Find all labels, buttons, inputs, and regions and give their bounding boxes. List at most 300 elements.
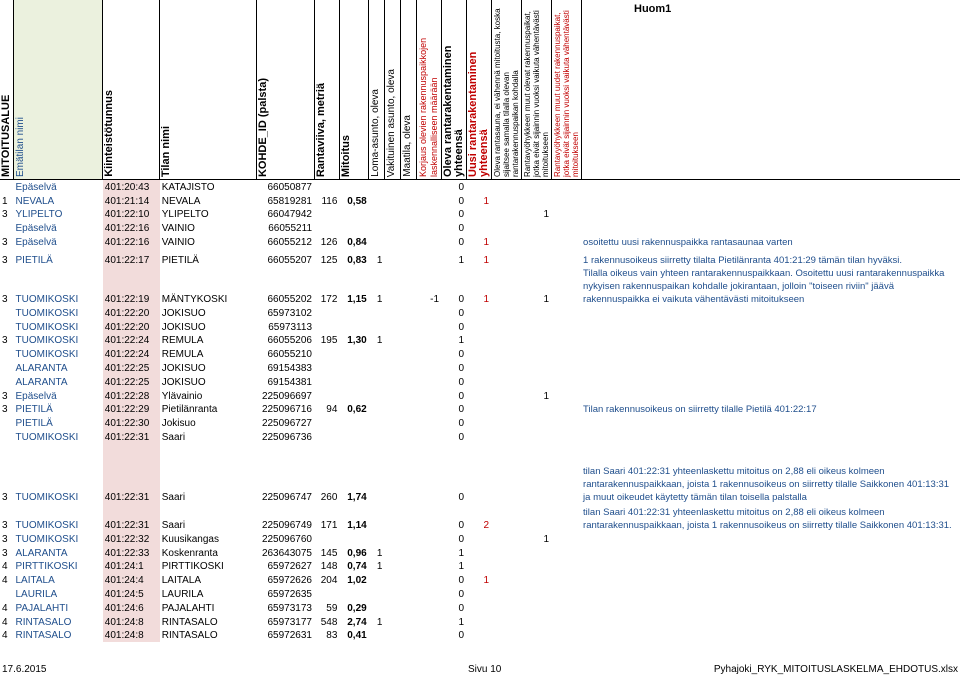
- cell-ru: [551, 320, 581, 334]
- cell-a: 3: [2, 209, 8, 221]
- footer-page-number: Sivu 10: [468, 664, 502, 675]
- cell-kt: 401:22:19: [103, 267, 160, 306]
- table-row: [0, 389, 960, 403]
- cell-mit: [339, 306, 368, 320]
- cell-oy: 0: [458, 491, 465, 503]
- cell-mt: [400, 221, 416, 235]
- cell-kor: [416, 444, 441, 504]
- cell-rv: [314, 532, 339, 546]
- cell-mit: [339, 430, 368, 444]
- cell-mt: [400, 389, 416, 403]
- table-row: [0, 615, 960, 629]
- cell-va: [384, 560, 400, 574]
- cell-tila: Saari: [161, 491, 186, 503]
- cell-va: [384, 546, 400, 560]
- cell-a: 4: [2, 616, 8, 628]
- table-row: [0, 361, 960, 375]
- cell-mt: [400, 347, 416, 361]
- cell-huom-note: [581, 221, 960, 235]
- cell-va: [384, 587, 400, 601]
- table-row: [0, 546, 960, 560]
- cell-la: [369, 194, 385, 208]
- cell-uy: [466, 208, 491, 222]
- cell-la: 1: [376, 561, 383, 573]
- cell-a: [0, 180, 14, 194]
- cell-ru: [551, 532, 581, 546]
- cell-oy: 0: [458, 602, 465, 614]
- cell-mit: 2,74: [347, 616, 367, 628]
- header-oleva-yhteensa: Oleva rantarakentaminen yhteensä: [441, 45, 465, 177]
- cell-area: TUOMIKOSKI: [15, 533, 79, 545]
- cell-va: [384, 504, 400, 532]
- cell-la: [369, 444, 385, 504]
- cell-rv: 83: [326, 630, 338, 642]
- cell-ro: [521, 416, 551, 430]
- cell-tila: MÄNTYKOSKI: [161, 293, 228, 305]
- cell-ru: [551, 221, 581, 235]
- cell-uy: [466, 334, 491, 348]
- cell-kor: [416, 587, 441, 601]
- cell-kor: [416, 615, 441, 629]
- cell-mit: [339, 221, 368, 235]
- cell-area: RINTASALO: [15, 630, 72, 642]
- cell-ru: [551, 249, 581, 267]
- cell-la: [369, 601, 385, 615]
- cell-area: Epäselvä: [15, 390, 57, 402]
- cell-kor: [416, 194, 441, 208]
- cell-va: [384, 334, 400, 348]
- cell-va: [384, 629, 400, 643]
- cell-kid: 66047942: [267, 209, 312, 221]
- cell-rv: [314, 221, 339, 235]
- cell-mt: [400, 546, 416, 560]
- cell-kt: 401:22:25: [103, 361, 160, 375]
- cell-oy: 0: [458, 431, 465, 443]
- cell-area: LAURILA: [15, 588, 58, 600]
- cell-mit: [339, 180, 368, 194]
- cell-va: [384, 601, 400, 615]
- cell-la: [369, 180, 385, 194]
- header-huom: Huom1: [634, 3, 672, 15]
- cell-a: 4: [2, 630, 8, 642]
- table-row: [0, 347, 960, 361]
- cell-kt: 401:24:6: [103, 601, 160, 615]
- cell-huom-note: [581, 430, 960, 444]
- cell-kor: [416, 347, 441, 361]
- cell-uy: [466, 430, 491, 444]
- cell-os: [491, 267, 521, 306]
- cell-la: 1: [376, 254, 383, 266]
- cell-va: [384, 267, 400, 306]
- cell-rv: 126: [320, 236, 338, 248]
- cell-ro: [521, 444, 551, 504]
- cell-va: [384, 532, 400, 546]
- cell-a: 4: [2, 561, 8, 573]
- cell-mit: [339, 361, 368, 375]
- footer-filename: Pyhajoki_RYK_MITOITUSLASKELMA_EHDOTUS.xlsx: [713, 664, 958, 675]
- cell-tila: Pietilänranta: [161, 404, 218, 416]
- cell-huom-note: [581, 615, 960, 629]
- cell-os: [491, 306, 521, 320]
- table-row: [0, 403, 960, 417]
- cell-a: 3: [2, 519, 8, 531]
- cell-kor: [416, 532, 441, 546]
- cell-kid: 69154381: [267, 376, 312, 388]
- cell-area: RINTASALO: [15, 616, 72, 628]
- header-tilan-nimi: Tilan nimi: [160, 125, 173, 177]
- cell-ru: [551, 208, 581, 222]
- cell-kor: [416, 375, 441, 389]
- cell-ro: [521, 235, 551, 249]
- cell-ro: [521, 430, 551, 444]
- cell-a: [0, 361, 14, 375]
- footer-date: 17.6.2015: [2, 664, 47, 675]
- cell-uy: 1: [483, 254, 490, 266]
- cell-kt: 401:22:30: [103, 416, 160, 430]
- cell-kor: [416, 573, 441, 587]
- cell-rv: 116: [321, 195, 338, 207]
- cell-rv: 59: [326, 602, 338, 614]
- cell-uy: [466, 221, 491, 235]
- cell-mit: 0,83: [347, 254, 367, 266]
- cell-ru: [551, 389, 581, 403]
- cell-la: [369, 573, 385, 587]
- cell-ru: [551, 347, 581, 361]
- header-mitoitusalue: MITOITUSALUE: [0, 94, 12, 177]
- cell-mit: [339, 208, 368, 222]
- cell-kt: 401:22:31: [103, 444, 160, 504]
- cell-kt: 401:24:1: [103, 560, 160, 574]
- cell-area: TUOMIKOSKI: [15, 307, 79, 319]
- cell-va: [384, 444, 400, 504]
- cell-uy: [466, 347, 491, 361]
- cell-mit: [339, 320, 368, 334]
- cell-mit: [339, 389, 368, 403]
- cell-mt: [400, 573, 416, 587]
- cell-va: [384, 347, 400, 361]
- cell-area: TUOMIKOSKI: [15, 293, 79, 305]
- cell-kid: 225096727: [261, 418, 312, 430]
- cell-kt: 401:21:14: [103, 194, 160, 208]
- cell-area: TUOMIKOSKI: [15, 431, 79, 443]
- cell-oy: 0: [458, 223, 465, 235]
- cell-uy: [466, 629, 491, 643]
- cell-kid: 65972631: [267, 630, 312, 642]
- cell-ro: [521, 361, 551, 375]
- cell-ru: [551, 573, 581, 587]
- cell-kor: [416, 629, 441, 643]
- cell-ro: 1: [543, 533, 550, 545]
- cell-os: [491, 615, 521, 629]
- cell-va: [384, 430, 400, 444]
- cell-rv: 125: [320, 254, 338, 266]
- cell-kt: 401:22:20: [103, 320, 160, 334]
- cell-os: [491, 629, 521, 643]
- cell-tila: JOKISUO: [161, 307, 206, 319]
- cell-kor: -1: [430, 293, 440, 305]
- cell-os: [491, 504, 521, 532]
- cell-kor: [416, 208, 441, 222]
- cell-kid: 225096697: [261, 390, 312, 402]
- header-oleva-rantasauna: Oleva rantasauna, ei vähennä mitoitusta, koska sijaitsee samalla tilalla olevan rantarakennuspaikan kohdalla: [492, 8, 520, 177]
- cell-ru: [551, 267, 581, 306]
- cell-kt: 401:24:8: [103, 629, 160, 643]
- cell-tila: VAINIO: [161, 223, 195, 235]
- cell-huom-note: tilan Saari 401:22:31 yhteenlaskettu mitoitus on 2,88 eli oikeus kolmeen rantarakennuspaikkaan, joista 1 rakennusoikeus on siirretty tilalle Saikkonen 401:13:31 ja muut oikeudet käytetty tämän tilan toisella palstalla: [583, 465, 950, 503]
- cell-va: [384, 361, 400, 375]
- cell-uy: [466, 361, 491, 375]
- cell-huom-note: [581, 320, 960, 334]
- cell-a: [0, 375, 14, 389]
- cell-ru: [551, 504, 581, 532]
- cell-mt: [400, 208, 416, 222]
- cell-rv: 94: [326, 404, 338, 416]
- cell-uy: [466, 601, 491, 615]
- cell-oy: 0: [458, 519, 465, 531]
- cell-mt: [400, 320, 416, 334]
- cell-kt: 401:22:28: [103, 389, 160, 403]
- cell-a: 3: [2, 533, 8, 545]
- cell-ro: [521, 615, 551, 629]
- cell-kt: 401:22:10: [103, 208, 160, 222]
- cell-huom-note: [581, 573, 960, 587]
- cell-oy: 0: [458, 588, 465, 600]
- cell-rv: 172: [320, 293, 338, 305]
- cell-la: [369, 306, 385, 320]
- cell-ro: [521, 306, 551, 320]
- cell-kid: 225096749: [261, 519, 312, 531]
- cell-kor: [416, 430, 441, 444]
- cell-rv: 148: [320, 561, 338, 573]
- cell-huom-note: [581, 361, 960, 375]
- cell-kor: [416, 306, 441, 320]
- cell-kid: 65973113: [268, 321, 312, 333]
- table-body: [0, 180, 960, 643]
- table-row: [0, 306, 960, 320]
- cell-oy: 0: [458, 362, 465, 374]
- cell-rv: 548: [320, 616, 338, 628]
- cell-os: [491, 334, 521, 348]
- cell-uy: [466, 403, 491, 417]
- cell-a: [0, 221, 14, 235]
- cell-la: [369, 235, 385, 249]
- cell-tila: PIETILÄ: [161, 254, 199, 266]
- cell-huom-note: [581, 347, 960, 361]
- cell-kor: [416, 504, 441, 532]
- cell-huom-note: [581, 389, 960, 403]
- cell-huom-note: [581, 601, 960, 615]
- cell-mit: 0,96: [347, 547, 367, 559]
- cell-kor: [416, 334, 441, 348]
- cell-kor: [416, 403, 441, 417]
- cell-mit: [339, 532, 368, 546]
- cell-kid: 66055207: [267, 254, 312, 266]
- cell-a: 3: [2, 254, 8, 266]
- cell-uy: [466, 587, 491, 601]
- cell-kor: [416, 389, 441, 403]
- cell-uy: 1: [483, 236, 490, 248]
- cell-os: [491, 444, 521, 504]
- cell-kid: 66055212: [267, 236, 312, 248]
- cell-la: 1: [376, 293, 383, 305]
- cell-os: [491, 587, 521, 601]
- table-row: [0, 334, 960, 348]
- cell-rv: [314, 180, 339, 194]
- cell-va: [384, 375, 400, 389]
- cell-area: PIRTTIKOSKI: [15, 561, 78, 573]
- cell-rv: 171: [320, 519, 338, 531]
- cell-ru: [551, 444, 581, 504]
- cell-mt: [400, 587, 416, 601]
- cell-kt: 401:22:32: [103, 532, 160, 546]
- cell-uy: [466, 546, 491, 560]
- cell-ru: [551, 560, 581, 574]
- cell-ru: [551, 180, 581, 194]
- cell-os: [491, 361, 521, 375]
- cell-kor: [416, 320, 441, 334]
- cell-mit: 0,58: [347, 195, 367, 207]
- cell-tila: LAURILA: [161, 588, 204, 600]
- cell-kt: 401:24:5: [103, 587, 160, 601]
- cell-kt: 401:24:4: [103, 573, 160, 587]
- cell-tila: REMULA: [161, 349, 204, 361]
- header-ematilan-nimi: Emätilan nimi: [15, 116, 26, 177]
- header-rantaviiva: Rantaviiva, metriä: [314, 82, 327, 177]
- cell-va: [384, 208, 400, 222]
- cell-la: [369, 347, 385, 361]
- cell-area: ALARANTA: [15, 362, 68, 374]
- cell-mt: [400, 416, 416, 430]
- cell-rv: [314, 389, 339, 403]
- cell-a: [0, 416, 14, 430]
- cell-va: [384, 306, 400, 320]
- cell-uy: [466, 306, 491, 320]
- table-row: [0, 430, 960, 444]
- header-kiinteistotunnus: Kiinteistötunnus: [103, 90, 116, 177]
- cell-kid: 225096736: [261, 431, 312, 443]
- cell-huom-note: [581, 334, 960, 348]
- cell-la: [369, 504, 385, 532]
- cell-os: [491, 601, 521, 615]
- cell-kt: 401:24:8: [103, 615, 160, 629]
- cell-a: 3: [2, 390, 8, 402]
- cell-os: [491, 546, 521, 560]
- cell-area: TUOMIKOSKI: [15, 335, 79, 347]
- cell-kt: 401:20:43: [103, 180, 160, 194]
- table-row: [0, 416, 960, 430]
- cell-a: 1: [2, 195, 8, 207]
- table-row: [0, 180, 960, 194]
- cell-kt: 401:22:17: [103, 249, 160, 267]
- cell-tila: JOKISUO: [161, 362, 206, 374]
- cell-mt: [400, 306, 416, 320]
- cell-oy: 0: [458, 390, 465, 402]
- cell-ru: [551, 306, 581, 320]
- cell-oy: 0: [458, 404, 465, 416]
- cell-kid: 65972627: [267, 561, 312, 573]
- cell-mit: 1,30: [347, 335, 367, 347]
- cell-ru: [551, 601, 581, 615]
- cell-tila: PAJALAHTI: [161, 602, 215, 614]
- cell-os: [491, 389, 521, 403]
- cell-ro: [521, 573, 551, 587]
- cell-rv: [314, 361, 339, 375]
- table-row: [0, 587, 960, 601]
- cell-va: [384, 235, 400, 249]
- cell-area: Epäselvä: [15, 236, 57, 248]
- cell-la: [369, 416, 385, 430]
- cell-huom-note: tilan Saari 401:22:31 yhteenlaskettu mitoitus on 2,88 eli oikeus kolmeen rantarakennuspaikkaan, joista 1 rakennusoikeus on siirretty tilalle Saikkonen 401:13:31.: [583, 506, 952, 531]
- cell-os: [491, 560, 521, 574]
- header-korjaus: Korjaus olevien rakennuspaikkojen laskennalliseen määrään: [417, 37, 439, 177]
- cell-area: PIETILÄ: [15, 418, 53, 430]
- cell-huom-note: [581, 416, 960, 430]
- cell-oy: 1: [458, 547, 465, 559]
- cell-os: [491, 416, 521, 430]
- cell-uy: [466, 615, 491, 629]
- cell-os: [491, 532, 521, 546]
- cell-la: 1: [376, 616, 383, 628]
- header-mitoitus: Mitoitus: [339, 134, 352, 177]
- cell-kt: 401:22:16: [103, 221, 160, 235]
- cell-huom-note: [581, 306, 960, 320]
- cell-oy: 0: [458, 209, 465, 221]
- cell-kor: [416, 601, 441, 615]
- table-row: [0, 208, 960, 222]
- cell-la: [369, 320, 385, 334]
- cell-mt: [400, 532, 416, 546]
- cell-rv: 145: [320, 547, 338, 559]
- cell-tila: LAITALA: [161, 575, 202, 587]
- cell-ro: [521, 249, 551, 267]
- cell-la: [369, 221, 385, 235]
- cell-uy: [466, 560, 491, 574]
- cell-kid: 65972626: [267, 575, 312, 587]
- cell-kor: [416, 221, 441, 235]
- cell-a: 4: [2, 602, 8, 614]
- cell-rv: [314, 347, 339, 361]
- cell-os: [491, 320, 521, 334]
- cell-tila: RINTASALO: [161, 616, 218, 628]
- cell-tila: Ylävainio: [161, 390, 203, 402]
- cell-huom-note: osoitettu uusi rakennuspaikka rantasaunaa varten: [583, 236, 793, 248]
- cell-huom-note: Tilan rakennusoikeus on siirretty tilalle Pietilä 401:22:17: [583, 404, 817, 416]
- cell-area: TUOMIKOSKI: [15, 321, 79, 333]
- cell-tila: JOKISUO: [161, 321, 206, 333]
- header-maatila: Maatila, oleva: [401, 115, 413, 177]
- cell-oy: 0: [458, 533, 465, 545]
- table-row: [0, 375, 960, 389]
- cell-ru: [551, 629, 581, 643]
- cell-area: PAJALAHTI: [15, 602, 69, 614]
- cell-va: [384, 389, 400, 403]
- cell-rv: [314, 306, 339, 320]
- table-row: [0, 504, 960, 532]
- cell-oy: 0: [458, 321, 465, 333]
- header-row: [0, 0, 960, 180]
- table-row: [0, 194, 960, 208]
- cell-huom-note: [581, 629, 960, 643]
- cell-mit: 0,29: [347, 602, 367, 614]
- cell-huom-note: [581, 180, 960, 194]
- cell-area: ALARANTA: [15, 376, 68, 388]
- cell-os: [491, 403, 521, 417]
- cell-a: 3: [2, 404, 8, 416]
- cell-va: [384, 194, 400, 208]
- cell-oy: 0: [458, 236, 465, 248]
- cell-area: Epäselvä: [15, 181, 57, 193]
- cell-ru: [551, 430, 581, 444]
